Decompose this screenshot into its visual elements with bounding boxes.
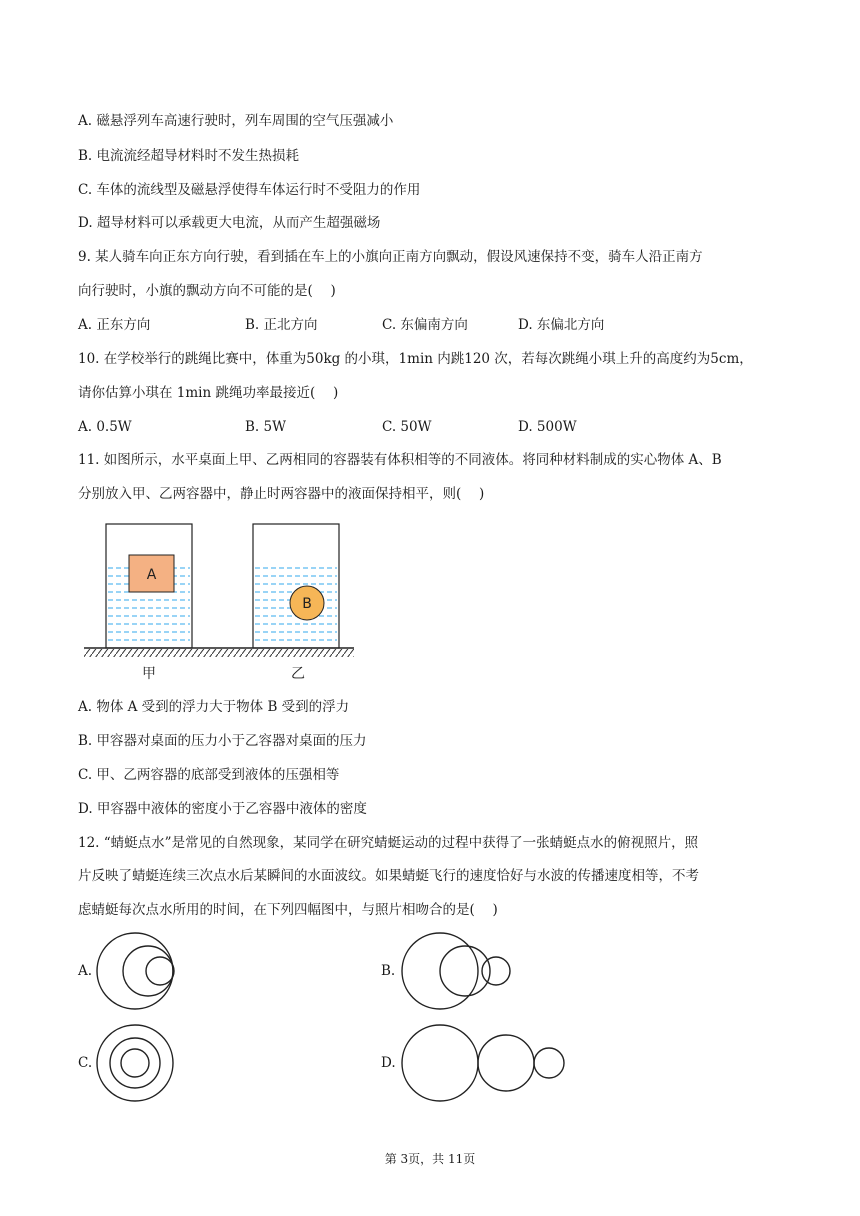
q9-stem-line2: 向行驶时，小旗的飘动方向不可能的是( ) (78, 283, 336, 299)
q10-stem-line1: 10. 在学校举行的跳绳比赛中，体重为50kg 的小琪，1min 内跳120 次，若每次跳绳小琪上升的高度约为5cm， (78, 351, 753, 367)
q12-option-b-label: B. (381, 963, 396, 979)
q12-option-c-figure (90, 1022, 190, 1112)
q12-stem-line2: 片反映了蜻蜓连续三次点水后某瞬间的水面波纹。如果蜻蜓飞行的速度恰好与水波的传播速度相等，不考 (78, 868, 699, 884)
block-a-label: A (146, 567, 157, 583)
q9-option-b: B. 正北方向 (245, 317, 318, 333)
q10-option-b: B. 5W (245, 419, 286, 435)
q10-option-a: A. 0.5W (78, 419, 132, 435)
q9-option-c: C. 东偏南方向 (382, 317, 468, 333)
q8-option-b: B. 电流流经超导材料时不发生热损耗 (78, 148, 300, 164)
q8-option-a: A. 磁悬浮列车高速行驶时，列车周围的空气压强减小 (78, 113, 394, 129)
q9-option-d: D. 东偏北方向 (518, 317, 605, 333)
page-footer: 第 3页，共 11页 (384, 1152, 476, 1166)
ball-b-label: B (302, 596, 312, 612)
q12-option-a-label: A. (78, 963, 93, 979)
table-surface (84, 648, 354, 657)
q11-option-c: C. 甲、乙两容器的底部受到液体的压强相等 (78, 767, 340, 783)
q12-option-a-figure (90, 930, 190, 1020)
q12-option-d-figure (395, 1018, 575, 1114)
q10-option-d: D. 500W (518, 419, 577, 435)
container-jia-label: 甲 (142, 666, 156, 682)
q12-option-c-label: C. (78, 1055, 93, 1071)
q8-option-c: C. 车体的流线型及磁悬浮使得车体运行时不受阻力的作用 (78, 182, 421, 198)
q10-stem-line2: 请你估算小琪在 1min 跳绳功率最接近( ) (78, 385, 339, 401)
q8-option-d: D. 超导材料可以承载更大电流，从而产生超强磁场 (78, 215, 381, 231)
q10-option-c: C. 50W (382, 419, 432, 435)
q11-stem-line2: 分别放入甲、乙两容器中，静止时两容器中的液面保持相平，则( ) (78, 486, 485, 502)
q12-stem-line3: 虑蜻蜓每次点水所用的时间，在下列四幅图中，与照片相吻合的是( ) (78, 902, 498, 918)
q12-option-b-figure (395, 930, 525, 1020)
q11-option-a: A. 物体 A 受到的浮力大于物体 B 受到的浮力 (78, 699, 350, 715)
ball-b (290, 586, 324, 620)
block-a (129, 555, 174, 592)
q9-option-a: A. 正东方向 (78, 317, 151, 333)
q9-stem-line1: 9. 某人骑车向正东方向行驶，看到插在车上的小旗向正南方向飘动，假设风速保持不变，骑车人沿正南方 (78, 249, 703, 265)
q11-containers-figure (80, 518, 370, 688)
q11-stem-line1: 11. 如图所示，水平桌面上甲、乙两相同的容器装有体积相等的不同液体。将同种材料制成的实心物体 A、B (78, 452, 722, 468)
container-yi (253, 524, 339, 648)
q11-option-b: B. 甲容器对桌面的压力小于乙容器对桌面的压力 (78, 733, 367, 749)
q11-option-d: D. 甲容器中液体的密度小于乙容器中液体的密度 (78, 801, 367, 817)
container-yi-label: 乙 (291, 666, 305, 682)
q12-stem-line1: 12. “蜻蜓点水”是常见的自然现象，某同学在研究蜻蜓运动的过程中获得了一张蜻蜓点水的俯视照片，照 (78, 835, 699, 851)
q12-option-d-label: D. (381, 1055, 396, 1071)
